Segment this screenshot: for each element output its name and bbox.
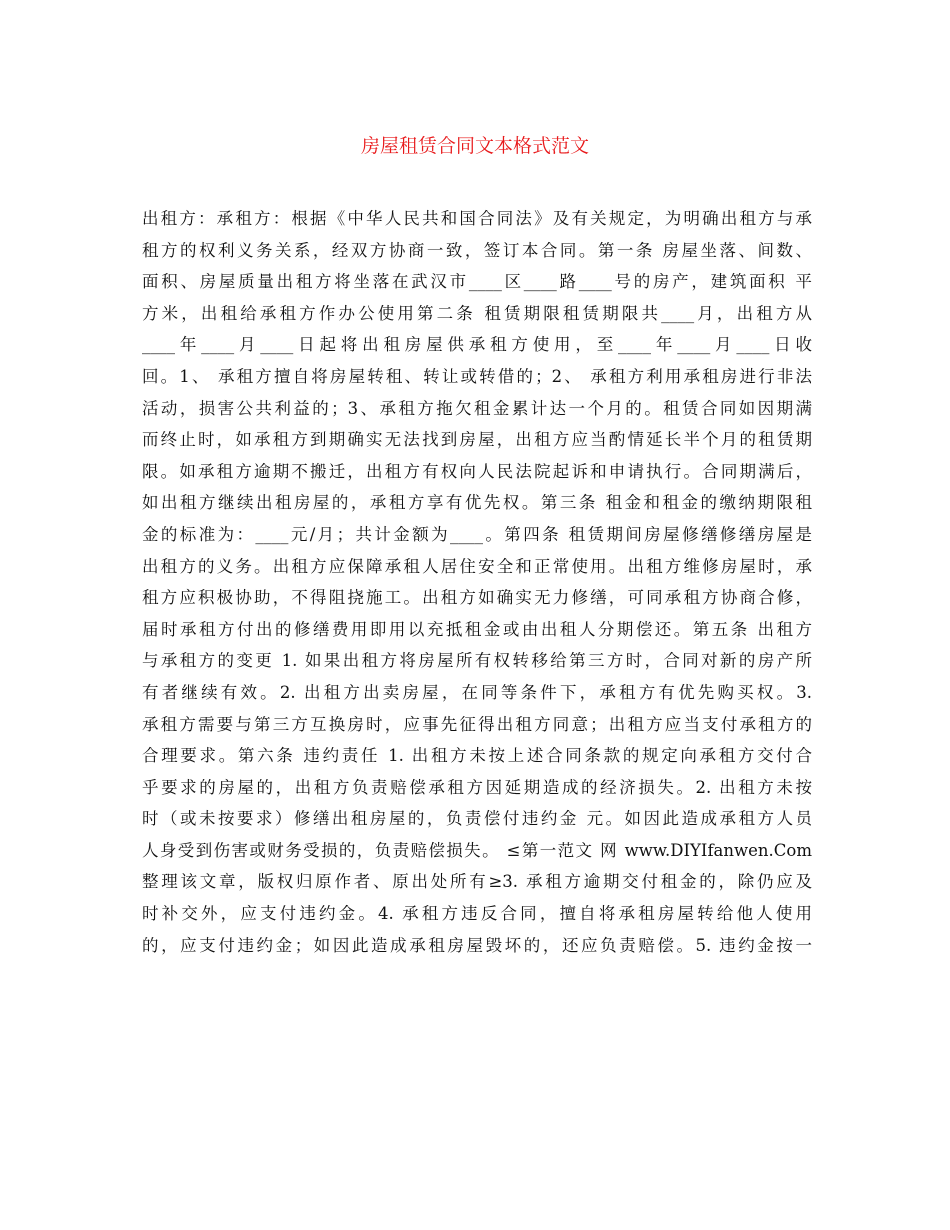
body-line: 时（或未按要求）修缮出租房屋的，负责偿付违约金 元。如因此造成承租方人员 (142, 809, 812, 829)
body-line: 限。如承租方逾期不搬迁，出租方有权向人民法院起诉和申请执行。合同期满后， (142, 461, 812, 481)
body-line: 届时承租方付出的修缮费用即用以充抵租金或由出租人分期偿还。第五条 出租方 (142, 619, 812, 639)
body-line: 金的标准为：____元/月；共计金额为____。第四条 租赁期间房屋修缮修缮房屋是 (142, 524, 812, 544)
body-line: 如出租方继续出租房屋的，承租方享有优先权。第三条 租金和租金的缴纳期限租 (142, 493, 812, 513)
body-line: 的，应支付违约金；如因此造成承租房屋毁坏的，还应负责赔偿。5. 违约金按一 (142, 935, 812, 955)
body-line: 租方的权利义务关系，经双方协商一致，签订本合同。第一条 房屋坐落、间数、 (142, 240, 812, 260)
body-line: 整理该文章，版权归原作者、原出处所有≥3. 承租方逾期交付租金的，除仍应及 (142, 872, 812, 892)
body-line: 时补交外，应支付违约金。4. 承租方违反合同，擅自将承租房屋转给他人使用 (142, 904, 812, 924)
body-line: ____年____月____日起将出租房屋供承租方使用，至____年____月____日收 (142, 335, 812, 355)
body-line: 与承租方的变更 1. 如果出租方将房屋所有权转移给第三方时，合同对新的房产所 (142, 651, 812, 671)
body-line: 合理要求。第六条 违约责任 1. 出租方未按上述合同条款的规定向承租方交付合 (142, 746, 812, 766)
body-line: 人身受到伤害或财务受损的，负责赔偿损失。 ≤第一范文 网 www.DIYIfanwen.Com (142, 840, 812, 860)
body-line: 而终止时，如承租方到期确实无法找到房屋，出租方应当酌情延长半个月的租赁期 (142, 430, 812, 450)
body-line: 活动，损害公共利益的；3、承租方拖欠租金累计达一个月的。租赁合同如因期满 (142, 398, 812, 418)
body-line: 有者继续有效。2. 出租方出卖房屋，在同等条件下，承租方有优先购买权。3. (142, 682, 812, 702)
body-line: 乎要求的房屋的，出租方负责赔偿承租方因延期造成的经济损失。2. 出租方未按 (142, 777, 812, 797)
body-line: 方米，出租给承租方作办公使用第二条 租赁期限租赁期限共____月，出租方从 (142, 303, 812, 323)
body-line: 回。1、 承租方擅自将房屋转租、转让或转借的；2、 承租方利用承租房进行非法 (142, 366, 812, 386)
body-line: 承租方需要与第三方互换房时，应事先征得出租方同意；出租方应当支付承租方的 (142, 714, 812, 734)
body-line: 租方应积极协助，不得阻挠施工。出租方如确实无力修缮，可同承租方协商合修， (142, 588, 812, 608)
document-title: 房屋租赁合同文本格式范文 (360, 135, 589, 157)
document-body (142, 203, 812, 961)
body-line: 出租方：承租方：根据《中华人民共和国合同法》及有关规定，为明确出租方与承 (142, 209, 812, 228)
body-line: 面积、房屋质量出租方将坐落在武汉市____区____路____号的房产，建筑面积 平 (142, 272, 812, 292)
body-line: 出租方的义务。出租方应保障承租人居住安全和正常使用。出租方维修房屋时，承 (142, 556, 812, 576)
